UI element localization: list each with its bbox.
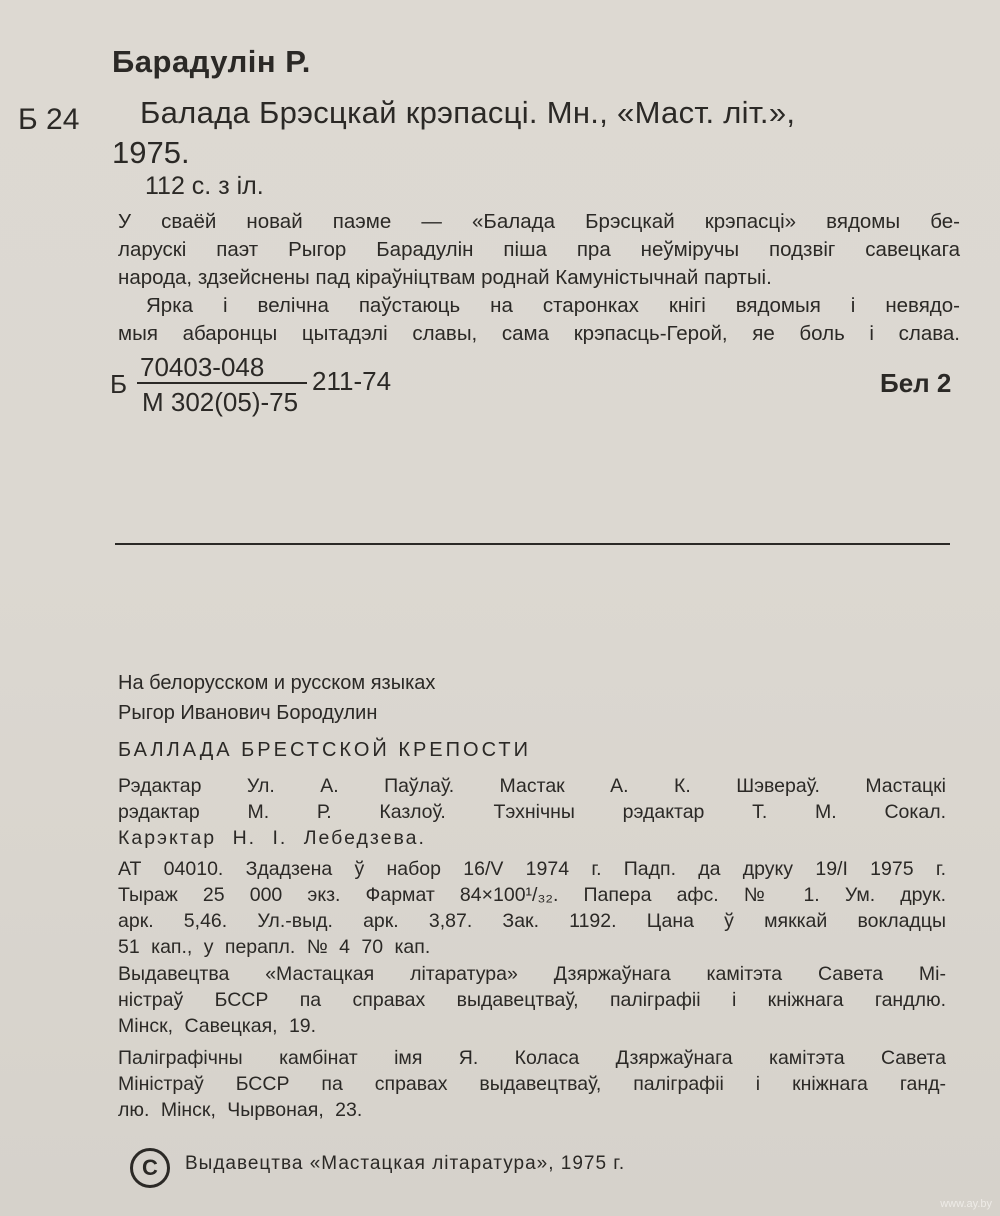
- divider-line: [115, 543, 950, 545]
- title-line-2: 1975.: [112, 135, 190, 170]
- printer-line: лю. Мінск, Чырвоная, 23.: [118, 1099, 363, 1121]
- annotation-line: ларускі паэт Рыгор Барадулін піша пра неўміручы подзвіг савецкага: [118, 238, 960, 261]
- staff-block: [118, 773, 946, 851]
- annotation-line: У сваёй новай паэме — «Балада Брэсцкай крэпасці» вядомы бе-: [118, 210, 960, 233]
- printer-line: Паліграфічны камбінат імя Я. Коласа Дзяржаўнага камітэта Савета: [118, 1047, 946, 1069]
- annotation-line: мыя абаронцы цытадэлі славы, сама крэпасць-Герой, яе боль і слава.: [118, 322, 960, 345]
- title-line-1: Балада Брэсцкай крэпасці. Мн., «Маст. літ.»,: [140, 95, 796, 130]
- print-info-line: 51 кап., у перапл. № 4 70 кап.: [118, 936, 431, 958]
- copyright-icon: C: [130, 1148, 170, 1188]
- fraction-bar: [137, 382, 307, 384]
- code-letter: Б: [110, 369, 128, 399]
- code-numerator: 70403-048: [140, 352, 265, 382]
- author-russian: Рыгор Иванович Бородулин: [118, 702, 378, 724]
- annotation: [118, 208, 960, 348]
- copyright-text: Выдавецтва «Мастацкая літаратура», 1975 г.: [185, 1153, 626, 1174]
- print-info-line: арк. 5,46. Ул.-выд. арк. 3,87. Зак. 1192. Цана ў мяккай вокладцы: [118, 910, 946, 932]
- library-index: Б 24: [18, 103, 80, 136]
- publisher-line: Мінск, Савецкая, 19.: [118, 1015, 317, 1037]
- watermark: www.ay.by: [940, 1198, 992, 1210]
- language-note: На белорусском и русском языках: [118, 672, 436, 694]
- title-russian: БАЛЛАДА БРЕСТСКОЙ КРЕПОСТИ: [118, 739, 531, 761]
- bel-code: Бел 2: [880, 368, 952, 398]
- print-info-block: [118, 856, 946, 960]
- annotation-line: Ярка і велічна паўстаюць на старонках кнігі вядомыя і невядо-: [146, 294, 960, 317]
- staff-line: рэдактар М. Р. Казлоў. Тэхнічны рэдактар Т. М. Сокал.: [118, 801, 946, 823]
- code-suffix: 211-74: [312, 366, 392, 396]
- staff-line: Карэктар Н. І. Лебедзева.: [118, 827, 426, 849]
- publisher-line: ністраў БССР па справах выдавецтваў, паліграфіі і кніжнага гандлю.: [118, 989, 946, 1011]
- staff-line: Рэдактар Ул. А. Паўлаў. Мастак А. К. Шэвераў. Мастацкі: [118, 775, 946, 797]
- printer-line: Міністраў БССР па справах выдавецтваў, паліграфіі і кніжнага ганд-: [118, 1073, 946, 1095]
- annotation-line: народа, здзейснены пад кіраўніцтвам роднай Камуністычнай партыі.: [118, 266, 772, 289]
- printer-block: [118, 1045, 946, 1123]
- publisher-line: Выдавецтва «Мастацкая літаратура» Дзяржаўнага камітэта Савета Мі-: [118, 963, 946, 985]
- code-denominator: М 302(05)-75: [142, 387, 299, 417]
- print-info-line: Тыраж 25 000 экз. Фармат 84×100¹/₃₂. Папера афс. № 1. Ум. друк.: [118, 884, 946, 906]
- publisher-block: [118, 961, 946, 1039]
- page-count: 112 с. з іл.: [145, 172, 264, 200]
- print-info-line: АТ 04010. Здадзена ў набор 16/V 1974 г. Падп. да друку 19/I 1975 г.: [118, 858, 946, 880]
- author-name: Барадулін Р.: [112, 44, 311, 79]
